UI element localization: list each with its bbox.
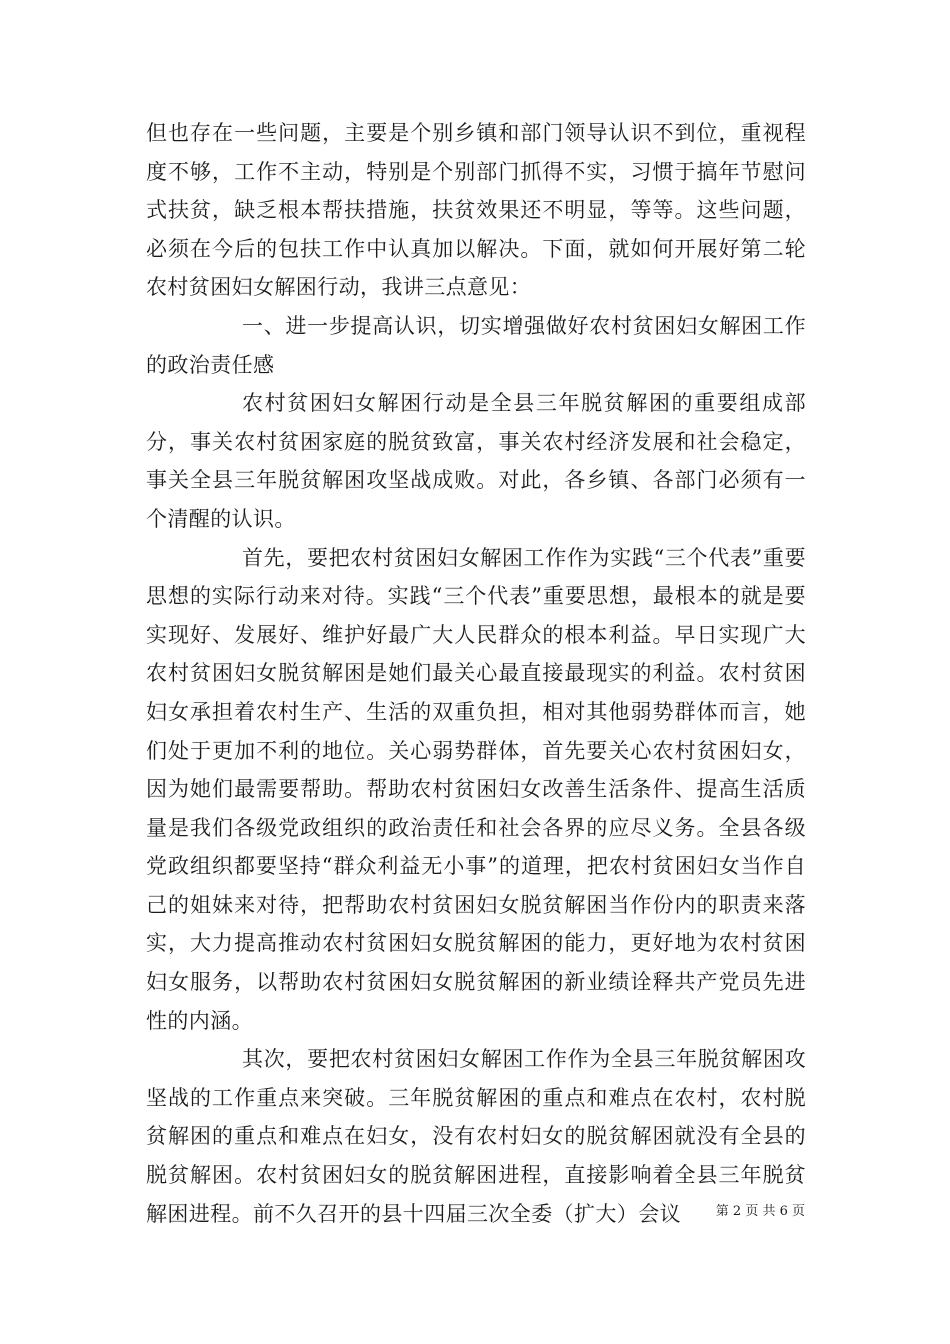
paragraph-first-point: 首先，要把农村贫困妇女解困工作作为实践“三个代表”重要思想的实际行动来对待。实践“三个代表”重要思想，最根本的就是要实现好、发展好、维护好最广大人民群众的根本利益。早日实现广大农村贫困妇女脱贫解困是她们最关心最直接最现实的利益。农村贫困妇女承担着农村生产、生活的双重负担，相对其他弱势群体而言，她们处于更加不利的地位。关心弱势群体，首先要关心农村贫困妇女，因为她们最需要帮助。帮助农村贫困妇女改善生活条件、提高生活质量是我们各级党政组织的政治责任和社会各界的应尽义务。全县各级党政组织都要坚持“群众利益无小事”的道理，把农村贫困妇女当作自己的姐妹来对待，把帮助农村贫困妇女脱贫解困当作份内的职责来落实，大力提高推动农村贫困妇女脱贫解困的能力，更好地为农村贫困妇女服务，以帮助农村贫困妇女脱贫解困的新业绩诠释共产党员先进性的内涵。	[146, 545, 806, 1033]
section-heading-1: 一、进一步提高认识，切实增强做好农村贫困妇女解困工作的政治责任感	[146, 313, 806, 377]
paragraph-significance: 农村贫困妇女解困行动是全县三年脱贫解困的重要组成部分，事关农村贫困家庭的脱贫致富，事关农村经济发展和社会稳定，事关全县三年脱贫解困攻坚战成败。对此，各乡镇、各部门必须有一个清醒的认识。	[146, 391, 806, 531]
paragraph-second-point: 其次，要把农村贫困妇女解困工作作为全县三年脱贫解困攻坚战的工作重点来突破。三年脱贫解困的重点和难点在农村，农村脱贫解困的重点和难点在妇女，没有农村妇女的脱贫解困就没有全县的脱贫解困。农村贫困妇女的脱贫解困进程，直接影响着全县三年脱贫解困进程。前不久召开的县十四届三次全委（扩大）会议	[146, 1047, 806, 1226]
paragraph-continuation: 但也存在一些问题，主要是个别乡镇和部门领导认识不到位，重视程度不够，工作不主动，特别是个别部门抓得不实，习惯于搞年节慰问式扶贫，缺乏根本帮扶措施，扶贫效果还不明显，等等。这些问题，必须在今后的包扶工作中认真加以解决。下面，就如何开展好第二轮农村贫困妇女解困行动，我讲三点意见：	[146, 121, 806, 300]
page-number-footer: 第 2 页 共 6 页	[715, 1204, 805, 1219]
document-body	[146, 114, 806, 1233]
